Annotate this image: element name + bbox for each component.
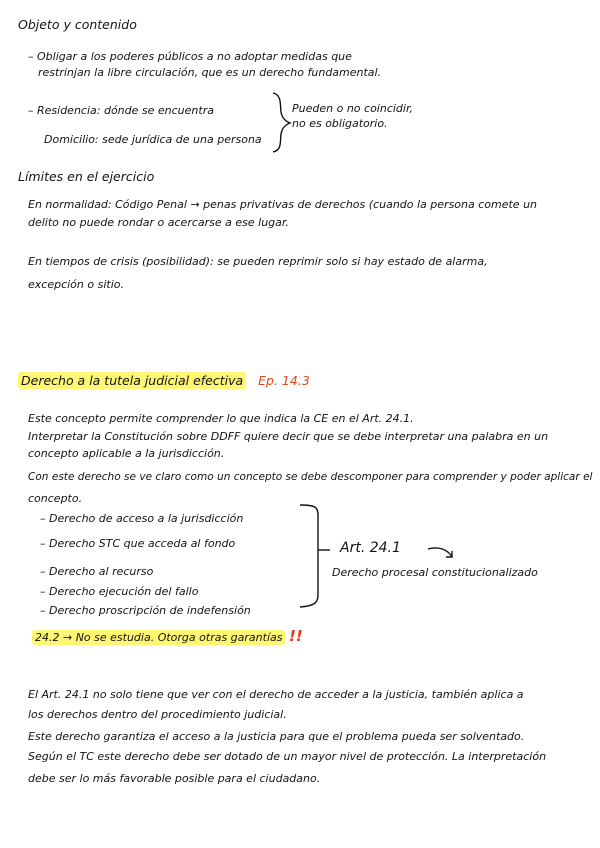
list-item: – Derecho al recurso [40,565,154,578]
section2-p2-line2: excepción o sitio. [28,278,124,291]
section2-title: Límites en el ejercicio [18,169,155,184]
bracket-section3 [300,505,318,607]
list-item: – Derecho proscripción de indefensión [40,604,251,617]
arrow-art [428,548,452,557]
list-item: – Derecho de acceso a la jurisdicción [40,512,244,525]
section3-p1-line2: Interpretar la Constitución sobre DDFF quiere decir que se debe interpretar una palabra en un [28,430,549,443]
section3-p4-line1: Este derecho garantiza el acceso a la justicia para que el problema pueda ser solventado. [28,730,525,743]
section1-item1-line2: restrinjan la libre circulación, que es un derecho fundamental. [38,66,382,79]
art-desc: Derecho procesal constitucionalizado [332,566,538,579]
brace-note-line2: no es obligatorio. [292,117,388,130]
section3-p3-line2: los derechos dentro del procedimiento judicial. [28,708,287,721]
exclamation-mark: !! [288,627,303,645]
residencia-line: – Residencia: dónde se encuentra [28,104,214,117]
section2-p1-line2: delito no puede rondar o acercarse a ese lugar. [28,216,289,229]
domicilio-line: Domicilio: sede jurídica de una persona [44,133,262,146]
section3-title: Derecho a la tutela judicial efectiva [18,372,246,389]
brace-section1 [273,93,290,152]
brace-note-line1: Pueden o no coincidir, [292,102,413,115]
section1-item1-line1: – Obligar a los poderes públicos a no adoptar medidas que [28,50,352,63]
section3-title-row [18,374,310,387]
section3-p4-line2: Según el TC este derecho debe ser dotado de un mayor nivel de protección. La interpretación [28,750,547,763]
section2-p1-line1: En normalidad: Código Penal → penas privativas de derechos (cuando la persona comete un [28,198,538,211]
section1-title: Objeto y contenido [18,17,137,32]
section3-p3-line1: El Art. 24.1 no solo tiene que ver con el derecho de acceder a la justicia, también aplica a [28,688,524,701]
highlight-note-row [32,627,303,645]
section3-ref: Ep. 14.3 [258,373,310,388]
section3-p1-line3: concepto aplicable a la jurisdicción. [28,447,225,460]
section3-p4-line3: debe ser lo más favorable posible para el ciudadano. [28,772,321,785]
highlight-note: 24.2 → No se estudia. Otorga otras garantías [32,630,285,645]
section3-p1-line1: Este concepto permite comprender lo que indica la CE en el Art. 24.1. [28,412,414,425]
section3-p2-line1: Con este derecho se ve claro como un concepto se debe descomponer para comprender y poder aplicar el [28,470,593,483]
art-label: Art. 24.1 [340,540,401,556]
section3-p2-line2: concepto. [28,492,83,505]
list-item: – Derecho ejecución del fallo [40,585,199,598]
section2-p2-line1: En tiempos de crisis (posibilidad): se pueden reprimir solo si hay estado de alarma, [28,255,488,268]
list-item: – Derecho STC que acceda al fondo [40,537,236,550]
